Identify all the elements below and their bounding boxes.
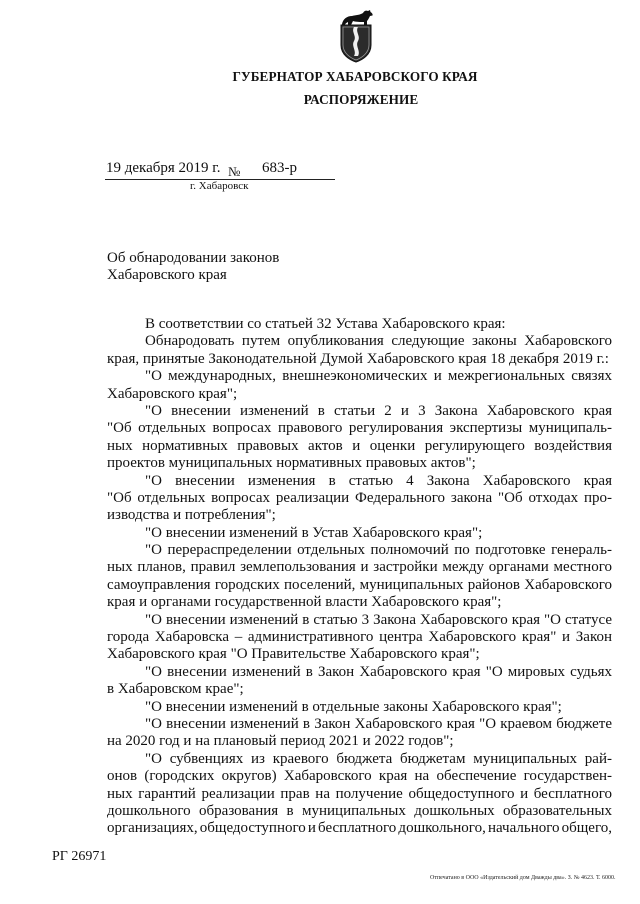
body-line bbox=[107, 716, 612, 733]
body-line-text: В соответствии со статьей 32 Устава Хабаровского края: bbox=[145, 316, 506, 332]
body-line-text: "Об отдельных вопросах правового регулирования экспертизы муниципаль- bbox=[107, 420, 612, 437]
body-line bbox=[107, 559, 612, 576]
body-line bbox=[107, 820, 612, 837]
body-line-text: города Хабаровска – административного центра Хабаровского края" и Закон bbox=[107, 629, 612, 646]
body-line-text: Хабаровского края"; bbox=[107, 385, 238, 402]
body-line-text: "О внесении изменений в отдельные законы Хабаровского края"; bbox=[145, 698, 562, 715]
body-line bbox=[107, 403, 612, 420]
body-line-text: ных нормативных правовых актов и оценки регулирующего воздействия bbox=[107, 437, 612, 454]
body-line-text: ных гарантий реализации прав на получение общедоступного и бесплатного bbox=[107, 785, 612, 802]
body-line bbox=[107, 699, 612, 716]
subject-line: Об обнародовании законов bbox=[107, 250, 280, 266]
body-line-text: "О внесении изменений в Закон Хабаровского края "О мировых судьях bbox=[145, 663, 612, 680]
body-line-text: дошкольного образования в муниципальных дошкольных образовательных bbox=[107, 802, 612, 819]
document-type: РАСПОРЯЖЕНИЕ bbox=[303, 92, 419, 107]
document-number: 683-р bbox=[262, 160, 297, 176]
body-line-text: "О внесении изменений в статьи 2 и 3 Закона Хабаровского края bbox=[145, 402, 612, 419]
body-line bbox=[107, 420, 612, 437]
body-paragraph bbox=[107, 542, 612, 612]
body-paragraph bbox=[107, 368, 612, 403]
document-city: г. Хабаровск bbox=[190, 180, 249, 192]
document-subject bbox=[107, 250, 407, 285]
body-line bbox=[107, 333, 612, 350]
body-paragraph bbox=[107, 716, 612, 751]
number-sign: № bbox=[228, 164, 241, 179]
body-line-text: онов (городских округов) Хабаровского края на обеспечение государствен- bbox=[107, 768, 612, 785]
body-line bbox=[107, 751, 612, 768]
body-line bbox=[107, 803, 612, 820]
body-line-text: края, принятые Законодательной Думой Хабаровского края 18 декабря 2019 г.: bbox=[107, 350, 609, 367]
body-line bbox=[107, 473, 612, 490]
body-line-text: "О внесении изменений в Закон Хабаровского края "О краевом бюджете bbox=[145, 715, 612, 732]
body-line bbox=[107, 368, 612, 385]
body-line-text: проектов муниципальных нормативных правовых актов"; bbox=[107, 455, 476, 472]
document-body bbox=[107, 316, 612, 838]
body-line-text: края и органами государственной власти Хабаровского края"; bbox=[107, 594, 502, 611]
body-paragraph bbox=[107, 699, 612, 716]
registration-code: РГ 26971 bbox=[52, 849, 107, 864]
body-paragraph bbox=[107, 612, 612, 664]
body-line bbox=[107, 577, 612, 594]
body-line bbox=[107, 490, 612, 507]
body-line-text: "О перераспределении отдельных полномочий по подготовке генераль- bbox=[145, 542, 612, 559]
body-line bbox=[107, 768, 612, 785]
body-line-text: "О внесении изменений в статью 3 Закона Хабаровского края "О статусе bbox=[145, 611, 612, 628]
body-line-text: самоуправления городских поселений, муниципальных районов Хабаровского bbox=[107, 576, 612, 593]
coat-of-arms-icon bbox=[334, 5, 378, 63]
issuer-title: ГУБЕРНАТОР ХАБАРОВСКОГО КРАЯ bbox=[232, 69, 478, 84]
body-line-text: "О международных, внешнеэкономических и межрегиональных связях bbox=[145, 368, 612, 385]
body-line-text: на 2020 год и на плановый период 2021 и 2022 годов"; bbox=[107, 733, 454, 750]
body-paragraph bbox=[107, 751, 612, 838]
subject-line: Хабаровского края bbox=[107, 267, 227, 284]
body-paragraph bbox=[107, 316, 612, 333]
body-line-text: организациях, общедоступного и бесплатного дошкольного, начального общего, bbox=[107, 820, 612, 837]
body-line bbox=[107, 351, 612, 368]
body-line-text: "О субвенциях из краевого бюджета бюджетам муниципальных рай- bbox=[145, 750, 612, 767]
body-line bbox=[107, 525, 612, 542]
body-line-text: Хабаровского края "О Правительстве Хабаровского края"; bbox=[107, 646, 480, 663]
body-line-text: в Хабаровском крае"; bbox=[107, 681, 244, 698]
body-line bbox=[107, 733, 612, 750]
body-line-text: "О внесении изменений в Устав Хабаровского края"; bbox=[145, 524, 483, 541]
document-date: 19 декабря 2019 г. bbox=[106, 160, 221, 176]
body-paragraph bbox=[107, 333, 612, 368]
body-paragraph bbox=[107, 403, 612, 473]
body-line bbox=[107, 612, 612, 629]
body-line bbox=[107, 646, 612, 663]
body-line-text: ных планов, правил землепользования и застройки между органами местного bbox=[107, 559, 612, 576]
body-line bbox=[107, 386, 612, 403]
body-line-text: "О внесении изменения в статью 4 Закона Хабаровского края bbox=[145, 472, 612, 489]
body-line bbox=[107, 438, 612, 455]
body-line bbox=[107, 664, 612, 681]
body-line bbox=[107, 507, 612, 524]
body-line-text: Обнародовать путем опубликования следующие законы Хабаровского bbox=[145, 333, 612, 350]
body-line bbox=[107, 681, 612, 698]
body-line-text: изводства и потребления"; bbox=[107, 507, 276, 524]
body-line-text: "Об отдельных вопросах реализации Федерального закона "Об отходах про- bbox=[107, 489, 612, 506]
body-paragraph bbox=[107, 525, 612, 542]
body-line bbox=[107, 455, 612, 472]
body-paragraph bbox=[107, 473, 612, 525]
body-line bbox=[107, 786, 612, 803]
body-line bbox=[107, 542, 612, 559]
body-line bbox=[107, 316, 612, 333]
body-line bbox=[107, 594, 612, 611]
printer-imprint: Отпечатано в ООО «Издательский дом Дважды два». З. № 4623. Т. 6000. bbox=[430, 875, 616, 881]
body-line bbox=[107, 629, 612, 646]
body-paragraph bbox=[107, 664, 612, 699]
